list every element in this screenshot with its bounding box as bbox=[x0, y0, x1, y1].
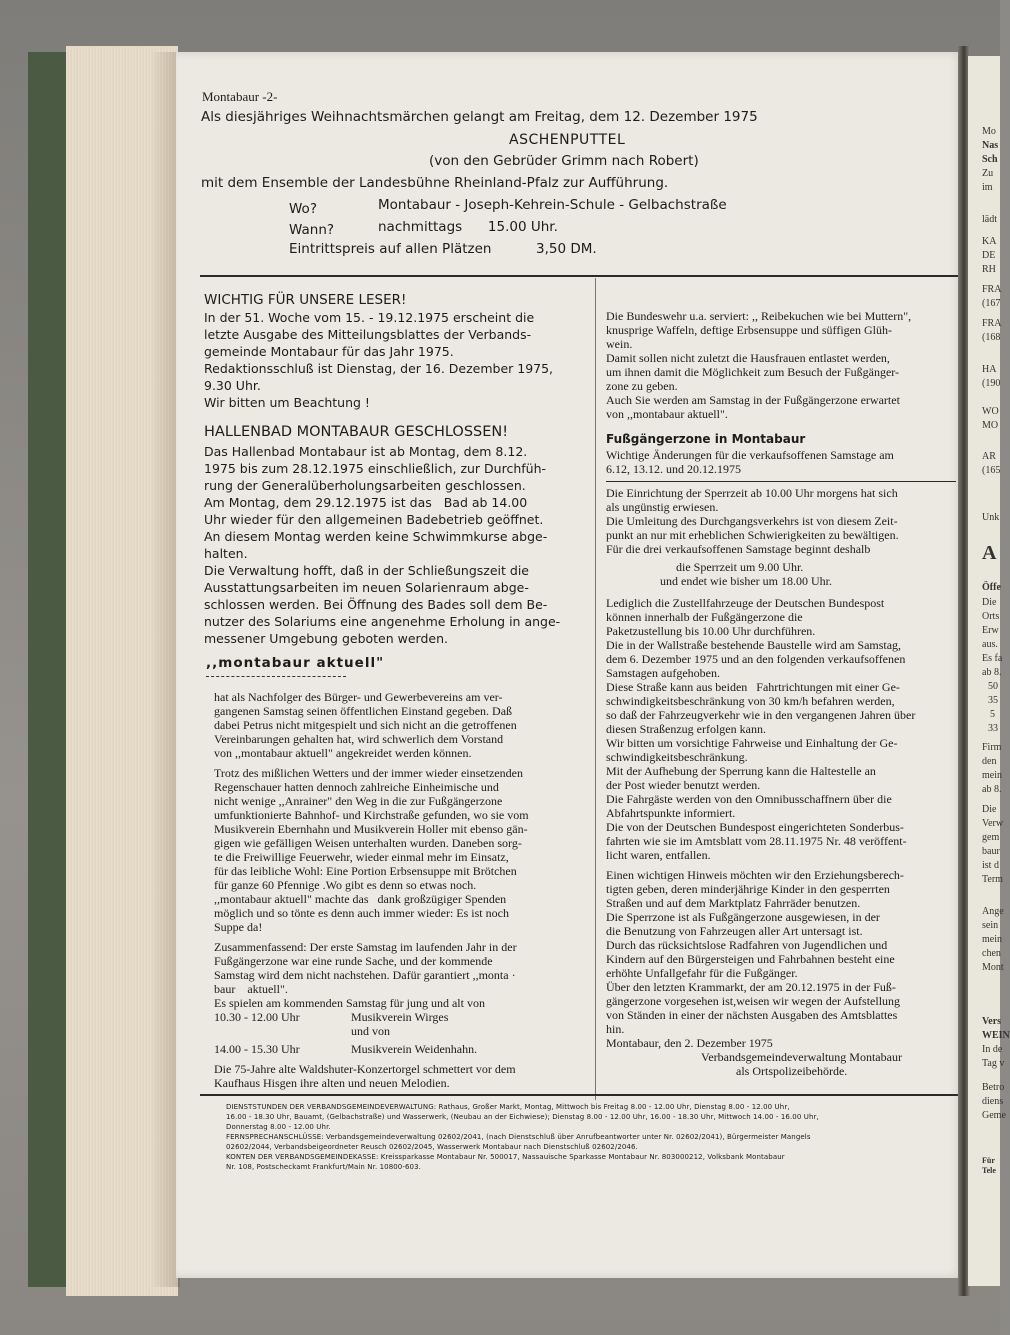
adjacent-fragment: WO bbox=[982, 406, 999, 417]
when-label: Wann? bbox=[289, 222, 335, 238]
right-line: Abfahrtspunkte informiert. bbox=[606, 806, 736, 820]
adjacent-fragment: Die bbox=[982, 597, 997, 608]
aktuell-line: ,,montabaur aktuell" machte das dank großzügiger Spenden bbox=[214, 892, 507, 906]
adjacent-fragment: Betro bbox=[982, 1082, 1005, 1093]
wichtig-line: Wir bitten um Beachtung ! bbox=[204, 395, 370, 410]
aktuell-line: Regenschauer hatten dennoch zahlreiche Einheimische und bbox=[214, 780, 499, 794]
right-line: Mit der Aufhebung der Sperrung kann die Haltestelle an bbox=[606, 764, 876, 778]
section-divider bbox=[200, 275, 960, 277]
right-line: Samstagen aufgehoben. bbox=[606, 666, 720, 680]
adjacent-fragment: 5 bbox=[990, 709, 995, 720]
right-line: wein. bbox=[606, 337, 633, 351]
book-spine bbox=[28, 52, 68, 1287]
right-line: Einen wichtigen Hinweis möchten wir den Erziehungsberech- bbox=[606, 868, 904, 882]
adjacent-fragment: DE bbox=[982, 250, 996, 261]
adjacent-fragment: FRA bbox=[982, 284, 1002, 295]
right-line: Für die drei verkaufsoffenen Samstage beginnt deshalb bbox=[606, 542, 871, 556]
subsection-divider bbox=[606, 481, 956, 482]
hallenbad-line: Ausstattungsarbeiten im neuen Solarienraum abge- bbox=[204, 580, 529, 595]
right-line: Die Umleitung des Durchgangsverkehrs ist von diesem Zeit- bbox=[606, 514, 898, 528]
document-page bbox=[176, 52, 964, 1278]
adjacent-page bbox=[968, 56, 1010, 1286]
wichtig-line: 9.30 Uhr. bbox=[204, 378, 261, 393]
hallenbad-heading: HALLENBAD MONTABAUR GESCHLOSSEN! bbox=[204, 424, 509, 440]
right-line: hin. bbox=[606, 1022, 625, 1036]
adjacent-fragment: Vers bbox=[982, 1016, 1002, 1027]
right-line: Wir bitten um vorsichtige Fahrweise und Einhaltung der Ge- bbox=[606, 736, 898, 750]
aktuell-line: dabei Petrus nicht mitgespielt und sich nicht an die getroffenen bbox=[214, 718, 517, 732]
adjacent-fragment: Sch bbox=[982, 154, 998, 165]
adjacent-fragment: (165 bbox=[982, 465, 1001, 476]
aktuell-line: gigen wie gefälligen Weisen unterhalten wurden. Daneben sorg- bbox=[214, 836, 522, 850]
right-line: Straßen und auf dem Marktplatz Fahrräder benutzen. bbox=[606, 896, 861, 910]
adjacent-fragment: chen bbox=[982, 948, 1001, 959]
schedule-time: 14.00 - 15.30 Uhr bbox=[214, 1042, 300, 1056]
adjacent-fragment: diens bbox=[982, 1096, 1004, 1107]
aktuell-underline bbox=[206, 676, 346, 677]
aktuell-line: für ganze 60 Pfennige .Wo gibt es denn so etwas noch. bbox=[214, 878, 477, 892]
right-line: zone zu geben. bbox=[606, 379, 678, 393]
wichtig-heading: WICHTIG FÜR UNSERE LESER! bbox=[204, 292, 407, 308]
adjacent-fragment: 50 bbox=[988, 681, 998, 692]
aktuell-line: nicht wenige ,,Anrainer" den Weg in die zur Fußgängerzone bbox=[214, 794, 503, 808]
hallenbad-line: rung der Generalüberholungsarbeiten geschlossen. bbox=[204, 478, 526, 493]
adjacent-fragment: mein bbox=[982, 934, 1002, 945]
right-line: Lediglich die Zustellfahrzeuge der Deutschen Bundespost bbox=[606, 596, 885, 610]
adjacent-fragment: Mo bbox=[982, 126, 996, 137]
wichtig-line: Redaktionsschluß ist Dienstag, der 16. Dezember 1975, bbox=[204, 361, 554, 376]
hallenbad-line: nutzer des Solariums eine angenehme Erholung in ange- bbox=[204, 614, 561, 629]
right-line: knusprige Waffeln, deftige Erbsensuppe und süffigen Glüh- bbox=[606, 323, 892, 337]
hallenbad-line: An diesem Montag werden keine Schwimmkurse abge- bbox=[204, 529, 548, 544]
right-line: Auch Sie werden am Samstag in der Fußgängerzone erwartet bbox=[606, 393, 900, 407]
adjacent-fragment: MO bbox=[982, 420, 999, 431]
footer-line: Donnerstag 8.00 - 12.00 Uhr. bbox=[226, 1123, 331, 1131]
adjacent-fragment: 35 bbox=[988, 695, 998, 706]
sperrzeit-start: die Sperrzeit um 9.00 Uhr. bbox=[676, 560, 804, 574]
adjacent-fragment: AR bbox=[982, 451, 996, 462]
fussgaengerzone-subtitle: Wichtige Änderungen für die verkaufsoffenen Samstage am bbox=[606, 448, 894, 462]
right-line: der Post wieder benutzt werden. bbox=[606, 778, 761, 792]
adjacent-fragment: Zu bbox=[982, 168, 994, 179]
right-line: Die von der Deutschen Bundespost eingerichteten Sonderbus- bbox=[606, 820, 904, 834]
aktuell-line: Samstag wird dem nicht nachstehen. Dafür garantiert ,,monta · bbox=[214, 968, 516, 982]
adjacent-fragment: Unk bbox=[982, 512, 1000, 523]
adjacent-fragment: HA bbox=[982, 364, 997, 375]
signature-line: Verbandsgemeindeverwaltung Montabaur bbox=[701, 1050, 902, 1064]
adjacent-fragment: Öffe bbox=[982, 582, 1001, 593]
column-divider bbox=[595, 278, 596, 1100]
right-line: dem 6. Dezember 1975 und an den folgenden verkaufsoffenen bbox=[606, 652, 906, 666]
adjacent-fragment: Geme bbox=[982, 1110, 1006, 1121]
right-line: von Ständen in einer der nächsten Ausgaben des Amtsblattes bbox=[606, 1008, 898, 1022]
right-line: Über den letzten Krammarkt, der am 20.12.1975 in der Fuß- bbox=[606, 980, 896, 994]
adjacent-fragment: Für bbox=[982, 1156, 995, 1165]
adjacent-fragment: Es fa bbox=[982, 653, 1003, 664]
sperrzeit-end: und endet wie bisher um 18.00 Uhr. bbox=[660, 574, 832, 588]
where-label: Wo? bbox=[289, 201, 317, 217]
wichtig-line: gemeinde Montabaur für das Jahr 1975. bbox=[204, 344, 454, 359]
right-line: Die Bundeswehr u.a. serviert: ,, Reibekuchen wie bei Muttern", bbox=[606, 309, 912, 323]
schedule-band: Musikverein Weidenhahn. bbox=[351, 1042, 478, 1056]
right-line: Durch das rücksichtslose Radfahren von Jugendlichen und bbox=[606, 938, 888, 952]
adjacent-fragment: Tag v bbox=[982, 1058, 1005, 1069]
schedule-band: Musikverein Wirges bbox=[351, 1010, 449, 1024]
footer-line: KONTEN DER VERBANDSGEMEINDEKASSE: Kreissparkasse Montabaur Nr. 500017, Nassauische Sparkasse Montabaur Nr. 803000212, Volksbank Montabaur bbox=[226, 1153, 785, 1161]
schedule-band: und von bbox=[351, 1024, 390, 1038]
wichtig-line: letzte Ausgabe des Mitteilungsblattes der Verbands- bbox=[204, 327, 532, 342]
aktuell-line: für das leibliche Wohl: Eine Portion Erbsensuppe mit Brötchen bbox=[214, 864, 517, 878]
hallenbad-line: Das Hallenbad Montabaur ist ab Montag, dem 8.12. bbox=[204, 444, 528, 459]
adjacent-fragment: ab 8. bbox=[982, 784, 1002, 795]
aktuell-line: Musikverein Ebernhahn und Musikverein Holler mit ebenso gän- bbox=[214, 822, 528, 836]
adjacent-fragment: (168 bbox=[982, 332, 1001, 343]
right-line: Die in der Wallstraße bestehende Baustelle wird am Samstag, bbox=[606, 638, 902, 652]
right-line: Paketzustellung bis 10.00 Uhr durchführen. bbox=[606, 624, 816, 638]
wichtig-line: In der 51. Woche vom 15. - 19.12.1975 erscheint die bbox=[204, 310, 535, 325]
right-line: als ungünstig erwiesen. bbox=[606, 500, 719, 514]
where-value: Montabaur - Joseph-Kehrein-Schule - Gelbachstraße bbox=[378, 197, 727, 213]
hallenbad-line: halten. bbox=[204, 546, 248, 561]
aktuell-line: gangenen Samstag seinen öffentlichen Einstand gegeben. Daß bbox=[214, 704, 513, 718]
right-line: fahrten wie sie im Amtsblatt vom 28.11.1975 Nr. 48 veröffent- bbox=[606, 834, 907, 848]
adjacent-fragment: sein bbox=[982, 920, 999, 931]
right-line: schwindigkeitsbeschränkung von 30 km/h befahren werden, bbox=[606, 694, 895, 708]
adjacent-fragment: (190 bbox=[982, 378, 1001, 389]
fussgaengerzone-heading: Fußgängerzone in Montabaur bbox=[606, 432, 806, 446]
right-line: punkt an nur mit erheblichen Schwierigkeiten zu bewältigen. bbox=[606, 528, 899, 542]
hallenbad-line: Uhr wieder für den allgemeinen Badebetrieb geöffnet. bbox=[204, 512, 544, 527]
aktuell-heading: ,,montabaur aktuell" bbox=[206, 655, 385, 671]
adjacent-fragment: 33 bbox=[988, 723, 998, 734]
right-line: Diese Straße kann aus beiden Fahrtrichtungen mit einer Ge- bbox=[606, 680, 900, 694]
aktuell-line: Fußgängerzone war eine runde Sache, und der kommende bbox=[214, 954, 493, 968]
adjacent-fragment: ab 8. bbox=[982, 667, 1002, 678]
adjacent-fragment: Nas bbox=[982, 140, 999, 151]
footer-line: 02602/2044, Verbandsbeigeordneter Reusch 02602/2045, Wasserwerk Montabaur nach Dienstschluß 02602/2046. bbox=[226, 1143, 638, 1151]
aktuell-line: te die Freiwillige Feuerwehr, wieder einmal mehr im Einsatz, bbox=[214, 850, 509, 864]
announcement-title: ASCHENPUTTEL bbox=[509, 132, 626, 148]
adjacent-fragment: baur bbox=[982, 846, 1000, 857]
adjacent-fragment: Tele bbox=[982, 1166, 996, 1175]
signature-line: als Ortspolizeibehörde. bbox=[736, 1064, 848, 1078]
right-line: um ihnen damit die Möglichkeit zum Besuch der Fußgänger- bbox=[606, 365, 900, 379]
hallenbad-line: Die Verwaltung hofft, daß in der Schließungszeit die bbox=[204, 563, 529, 578]
footer-line: 16.00 - 18.30 Uhr, Bauamt, (Gelbachstraße) und Wasserwerk, (Neubau an der Eichwiese); Dienstag 8.00 - 12.00 Uhr, 16.00 - 18.30 Uhr, Mittwoch 14.00 - 16.00 Uhr, bbox=[226, 1113, 819, 1121]
adjacent-fragment: lädt bbox=[982, 214, 997, 225]
hallenbad-line: messener Umgebung geboten werden. bbox=[204, 631, 448, 646]
aktuell-line: Trotz des mißlichen Wetters und der immer wieder einsetzenden bbox=[214, 766, 523, 780]
aktuell-line: baur aktuell". bbox=[214, 982, 288, 996]
footer-divider bbox=[200, 1094, 960, 1096]
adjacent-fragment: aus. bbox=[982, 639, 998, 650]
right-line: Damit sollen nicht zuletzt die Hausfrauen entlastet werden, bbox=[606, 351, 890, 365]
aktuell-line: umfunktionierte Bahnhof- und Kirchstraße gefunden, wo sie vom bbox=[214, 808, 529, 822]
right-line: tigten geben, deren minderjährige Kinder in den gesperrten bbox=[606, 882, 890, 896]
adjacent-fragment: Verw bbox=[982, 818, 1004, 829]
right-line: gängerzone vorgesehen ist,weisen wir wegen der Aufstellung bbox=[606, 994, 901, 1008]
adjacent-fragment: (167 bbox=[982, 298, 1001, 309]
price-label: Eintrittspreis auf allen Plätzen bbox=[289, 241, 492, 257]
footer-line: Nr. 108, Postscheckamt Frankfurt/Main Nr. 10800-603. bbox=[226, 1163, 421, 1171]
hallenbad-line: schlossen werden. Bei Öffnung des Bades soll dem Be- bbox=[204, 597, 548, 612]
right-line: Die Sperrzone ist als Fußgängerzone ausgewiesen, in der bbox=[606, 910, 880, 924]
hallenbad-line: Am Montag, dem 29.12.1975 ist das Bad ab 14.00 bbox=[204, 495, 528, 510]
when-value: nachmittags 15.00 Uhr. bbox=[378, 219, 558, 235]
right-line: von ,,montabaur aktuell". bbox=[606, 407, 728, 421]
adjacent-fragment: FRA bbox=[982, 318, 1002, 329]
right-line: schwindigkeitsbeschränkung. bbox=[606, 750, 748, 764]
right-line: so daß der Fahrzeugverkehr wie in den vergangenen Jahren über bbox=[606, 708, 916, 722]
adjacent-fragment: Orts bbox=[982, 611, 1000, 622]
aktuell-line: Es spielen am kommenden Samstag für jung und alt von bbox=[214, 996, 485, 1010]
fussgaengerzone-subtitle: 6.12, 13.12. und 20.12.1975 bbox=[606, 462, 741, 476]
adjacent-fragment: ist d bbox=[982, 860, 999, 871]
right-line: können innerhalb der Fußgängerzone die bbox=[606, 610, 803, 624]
hallenbad-line: 1975 bis zum 28.12.1975 einschließlich, zur Durchfüh- bbox=[204, 461, 547, 476]
adjacent-fragment: Mont bbox=[982, 962, 1004, 973]
right-line: licht waren, entfallen. bbox=[606, 848, 711, 862]
adjacent-fragment: RH bbox=[982, 264, 996, 275]
adjacent-fragment: Term bbox=[982, 874, 1003, 885]
announcement-line: Als diesjähriges Weihnachtsmärchen gelangt am Freitag, dem 12. Dezember 1975 bbox=[201, 109, 758, 125]
announcement-line: mit dem Ensemble der Landesbühne Rheinland-Pfalz zur Aufführung. bbox=[201, 175, 669, 191]
aktuell-line: von ,,montabaur aktuell" angekreidet werden können. bbox=[214, 746, 472, 760]
aktuell-line: Kaufhaus Hisgen ihre alten und neuen Melodien. bbox=[214, 1076, 450, 1090]
adjacent-fragment: KA bbox=[982, 236, 997, 247]
aktuell-line: hat als Nachfolger des Bürger- und Gewerbevereins am ver- bbox=[214, 690, 503, 704]
running-head: Montabaur -2- bbox=[202, 89, 278, 104]
aktuell-line: möglich und so tönte es denn auch immer wieder: Es ist noch bbox=[214, 906, 509, 920]
right-line: erhöhte Unfallgefahr für die Fußgänger. bbox=[606, 966, 798, 980]
adjacent-fragment: Erw bbox=[982, 625, 999, 636]
aktuell-line: Die 75-Jahre alte Waldshuter-Konzertorgel schmettert vor dem bbox=[214, 1062, 516, 1076]
aktuell-line: Zusammenfassend: Der erste Samstag im laufenden Jahr in der bbox=[214, 940, 517, 954]
right-line: Kindern auf den Bürgersteigen und Fahrbahnen besteht eine bbox=[606, 952, 895, 966]
adjacent-fragment: im bbox=[982, 182, 993, 193]
adjacent-fragment: Die bbox=[982, 804, 997, 815]
adjacent-fragment: mein bbox=[982, 770, 1002, 781]
footer-line: FERNSPRECHANSCHLÜSSE: Verbandsgemeindeverwaltung 02602/2041, (nach Dienstschluß über Anrufbeantworter unter Nr. 02602/2041), Bürgermeister Mangels bbox=[226, 1133, 811, 1141]
right-line: die Benutzung von Fahrzeugen aller Art untersagt ist. bbox=[606, 924, 863, 938]
aktuell-line: Suppe da! bbox=[214, 920, 263, 934]
right-line: diesen Straßenzug erfolgen kann. bbox=[606, 722, 766, 736]
adjacent-fragment: den bbox=[982, 756, 997, 767]
footer-line: DIENSTSTUNDEN DER VERBANDSGEMEINDEVERWALTUNG: Rathaus, Großer Markt, Montag, Mittwoch bis Freitag 8.00 - 12.00 Uhr, Dienstag 8.00 - 12.00 Uhr, bbox=[226, 1103, 790, 1111]
price-value: 3,50 DM. bbox=[536, 241, 597, 257]
adjacent-fragment: A bbox=[982, 542, 997, 564]
adjacent-fragment: In de bbox=[982, 1044, 1003, 1055]
date-line: Montabaur, den 2. Dezember 1975 bbox=[606, 1036, 773, 1050]
schedule-time: 10.30 - 12.00 Uhr bbox=[214, 1010, 300, 1024]
adjacent-fragment: WEIN bbox=[982, 1030, 1010, 1041]
right-line: Die Fahrgäste werden von den Omnibusschaffnern über die bbox=[606, 792, 892, 806]
adjacent-fragment: Ange bbox=[982, 906, 1004, 917]
adjacent-fragment: Firm bbox=[982, 742, 1002, 753]
announcement-line: (von den Gebrüder Grimm nach Robert) bbox=[429, 153, 699, 169]
aktuell-line: Vereinbarungen gehalten hat, wird schwerlich dem Vorstand bbox=[214, 732, 504, 746]
right-line: Die Einrichtung der Sperrzeit ab 10.00 Uhr morgens hat sich bbox=[606, 486, 898, 500]
adjacent-fragment: gem bbox=[982, 832, 1000, 843]
